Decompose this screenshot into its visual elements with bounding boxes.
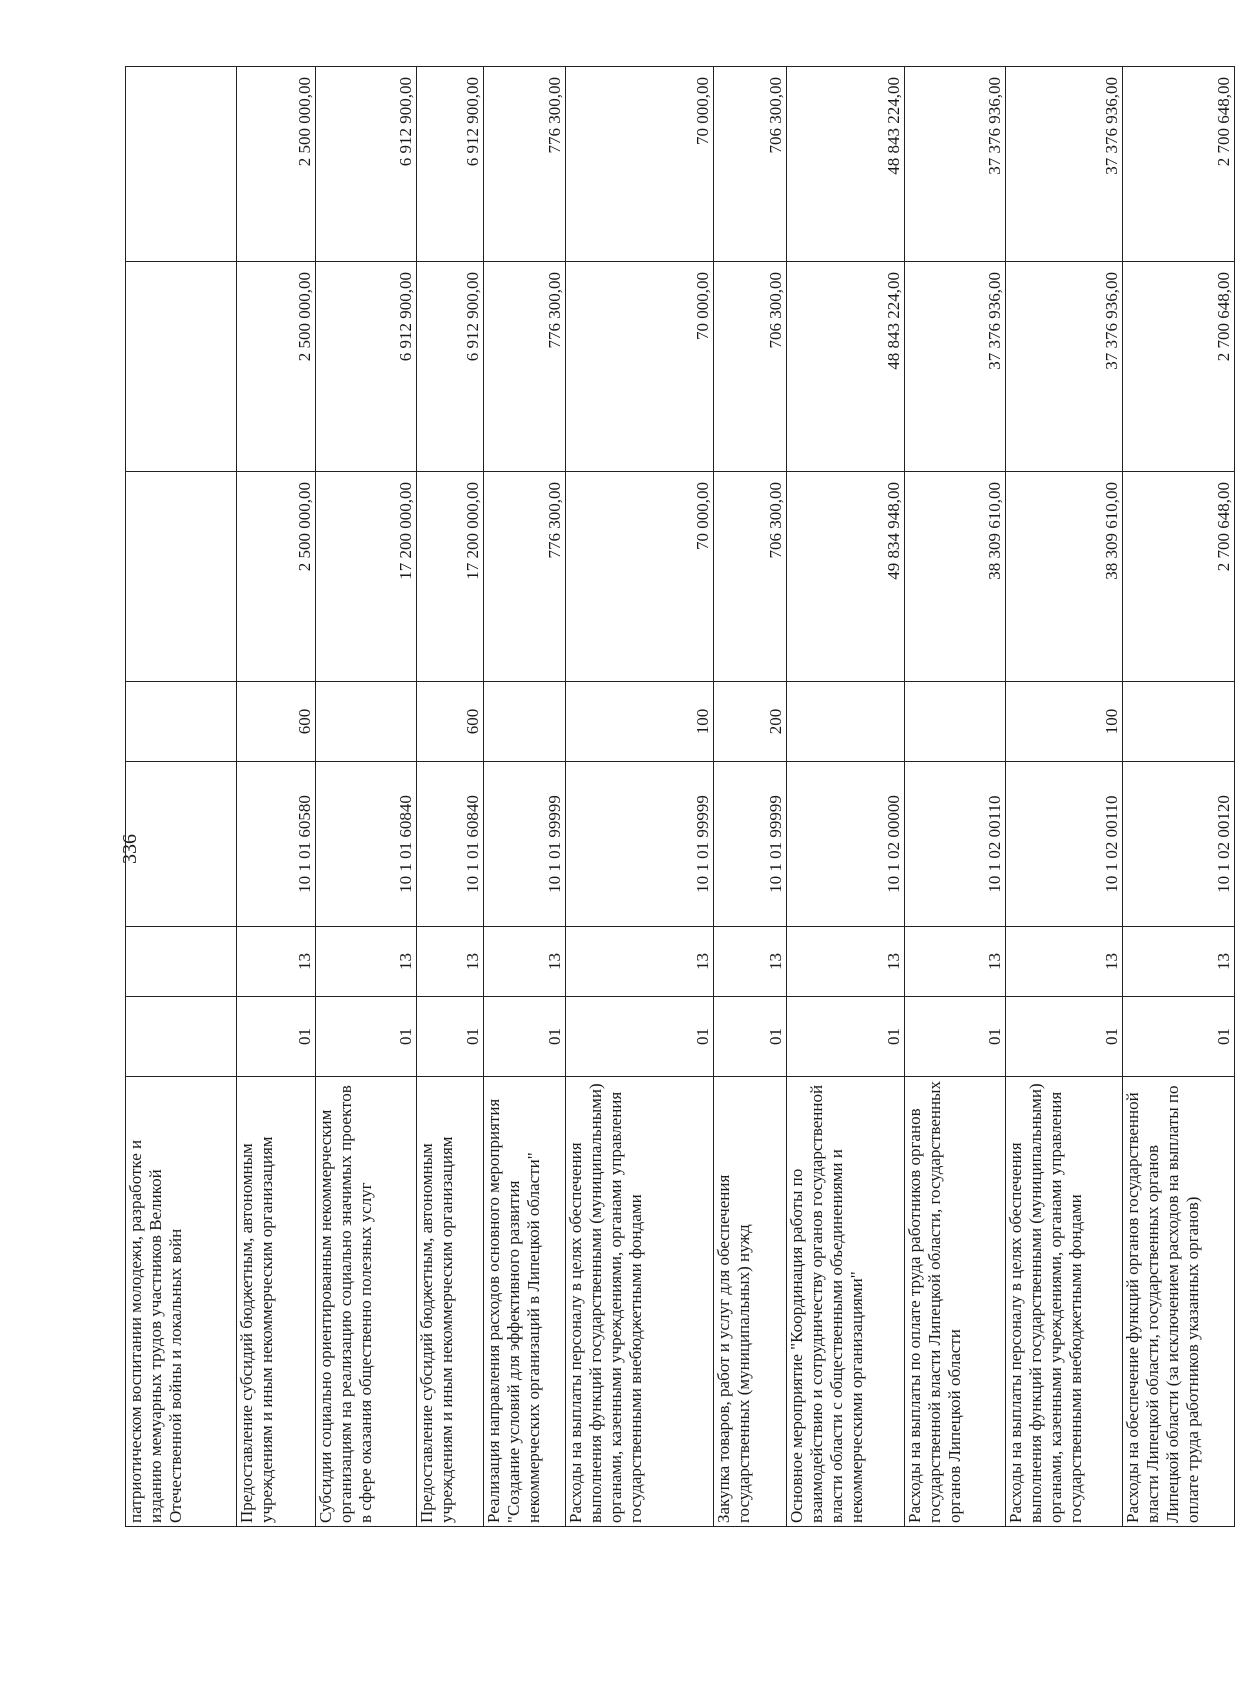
target-code: 10 1 01 60580 <box>237 762 316 927</box>
section-code: 01 <box>484 997 566 1077</box>
expense-type-code <box>905 682 1006 762</box>
target-code: 10 1 01 60840 <box>417 762 484 927</box>
amount-1: 706 300,00 <box>714 472 787 682</box>
expense-type-code <box>1123 682 1235 762</box>
amount-2: 70 000,00 <box>566 262 714 472</box>
amount-1: 2 700 648,00 <box>1123 472 1235 682</box>
subsection-code: 13 <box>316 927 417 997</box>
amount-3: 70 000,00 <box>566 67 714 262</box>
amount-3: 776 300,00 <box>484 67 566 262</box>
page-number: 336 <box>119 834 141 864</box>
table-row <box>905 67 1006 1527</box>
row-name: патриотическом воспитании молодежи, разработке и изданию мемуарных трудов участников Великой Отечественной войны и локальных войн <box>126 1077 237 1527</box>
row-name: Предоставление субсидий бюджетным, автономным учреждениям и иным некоммерческим организациям <box>237 1077 316 1527</box>
target-code: 10 1 02 00110 <box>905 762 1006 927</box>
section-code: 01 <box>787 997 905 1077</box>
expense-type-code: 600 <box>417 682 484 762</box>
amount-1: 776 300,00 <box>484 472 566 682</box>
row-name: Расходы на выплаты по оплате труда работников органов государственной власти Липецкой области, государственных органов Липецкой области <box>905 1077 1006 1527</box>
amount-2: 6 912 900,00 <box>316 262 417 472</box>
amount-3 <box>126 67 237 262</box>
table-row <box>566 67 714 1527</box>
row-name: Субсидии социально ориентированным некоммерческим организациям на реализацию социально значимых проектов в сфере оказания общественно полезных услуг <box>316 1077 417 1527</box>
target-code: 10 1 01 99999 <box>714 762 787 927</box>
expense-type-code: 100 <box>566 682 714 762</box>
amount-2: 37 376 936,00 <box>1006 262 1123 472</box>
amount-1: 38 309 610,00 <box>905 472 1006 682</box>
row-name: Расходы на обеспечение функций органов государственной власти Липецкой области, государственных органов Липецкой области (за исключением расходов на выплаты по оплате труда работников указанных органов) <box>1123 1077 1235 1527</box>
amount-3: 706 300,00 <box>714 67 787 262</box>
table-row <box>1006 67 1123 1527</box>
amount-2: 37 376 936,00 <box>905 262 1006 472</box>
table-row <box>126 67 237 1527</box>
budget-table <box>125 66 1235 1527</box>
row-name: Предоставление субсидий бюджетным, автономным учреждениям и иным некоммерческим организациям <box>417 1077 484 1527</box>
target-code: 10 1 02 00110 <box>1006 762 1123 927</box>
expense-type-code <box>787 682 905 762</box>
row-name: Закупка товаров, работ и услуг для обеспечения государственных (муниципальных) нужд <box>714 1077 787 1527</box>
budget-table-container <box>125 67 1233 1527</box>
amount-1: 17 200 000,00 <box>417 472 484 682</box>
table-row <box>417 67 484 1527</box>
expense-type-code: 100 <box>1006 682 1123 762</box>
section-code: 01 <box>566 997 714 1077</box>
section-code: 01 <box>714 997 787 1077</box>
amount-3: 6 912 900,00 <box>417 67 484 262</box>
row-name: Расходы на выплаты персоналу в целях обеспечения выполнения функций государственными (муниципальными) органами, казенными учреждениями, органами управления государственными внебюджетными фондами <box>1006 1077 1123 1527</box>
section-code: 01 <box>237 997 316 1077</box>
section-code: 01 <box>905 997 1006 1077</box>
amount-3: 2 500 000,00 <box>237 67 316 262</box>
section-code: 01 <box>1006 997 1123 1077</box>
table-row <box>787 67 905 1527</box>
expense-type-code <box>316 682 417 762</box>
amount-1: 49 834 948,00 <box>787 472 905 682</box>
table-row <box>316 67 417 1527</box>
amount-1: 2 500 000,00 <box>237 472 316 682</box>
amount-3: 6 912 900,00 <box>316 67 417 262</box>
amount-2: 2 500 000,00 <box>237 262 316 472</box>
subsection-code: 13 <box>566 927 714 997</box>
amount-2 <box>126 262 237 472</box>
amount-2: 48 843 224,00 <box>787 262 905 472</box>
target-code <box>126 762 237 927</box>
section-code: 01 <box>316 997 417 1077</box>
target-code: 10 1 02 00000 <box>787 762 905 927</box>
amount-1: 38 309 610,00 <box>1006 472 1123 682</box>
row-name: Реализация направления расходов основного мероприятия "Создание условий для эффективного развития некоммерческих организаций в Липецкой области" <box>484 1077 566 1527</box>
amount-2: 6 912 900,00 <box>417 262 484 472</box>
table-row <box>1123 67 1235 1527</box>
amount-3: 48 843 224,00 <box>787 67 905 262</box>
section-code: 01 <box>1123 997 1235 1077</box>
amount-3: 2 700 648,00 <box>1123 67 1235 262</box>
expense-type-code <box>126 682 237 762</box>
subsection-code <box>126 927 237 997</box>
subsection-code: 13 <box>237 927 316 997</box>
amount-3: 37 376 936,00 <box>905 67 1006 262</box>
section-code <box>126 997 237 1077</box>
amount-1: 70 000,00 <box>566 472 714 682</box>
row-name: Расходы на выплаты персоналу в целях обеспечения выполнения функций государственными (муниципальными) органами, казенными учреждениями, органами управления государственными внебюджетными фондами <box>566 1077 714 1527</box>
subsection-code: 13 <box>787 927 905 997</box>
subsection-code: 13 <box>905 927 1006 997</box>
subsection-code: 13 <box>1123 927 1235 997</box>
subsection-code: 13 <box>714 927 787 997</box>
subsection-code: 13 <box>1006 927 1123 997</box>
subsection-code: 13 <box>484 927 566 997</box>
target-code: 10 1 01 99999 <box>484 762 566 927</box>
row-name: Основное мероприятие "Координация работы по взаимодействию и сотрудничеству органов государственной власти области с общественными объединениями и некоммерческими организациями" <box>787 1077 905 1527</box>
target-code: 10 1 01 99999 <box>566 762 714 927</box>
table-row <box>237 67 316 1527</box>
subsection-code: 13 <box>417 927 484 997</box>
amount-2: 776 300,00 <box>484 262 566 472</box>
target-code: 10 1 01 60840 <box>316 762 417 927</box>
expense-type-code <box>484 682 566 762</box>
table-row <box>714 67 787 1527</box>
amount-2: 2 700 648,00 <box>1123 262 1235 472</box>
amount-1 <box>126 472 237 682</box>
section-code: 01 <box>417 997 484 1077</box>
table-row <box>484 67 566 1527</box>
expense-type-code: 600 <box>237 682 316 762</box>
amount-1: 17 200 000,00 <box>316 472 417 682</box>
amount-3: 37 376 936,00 <box>1006 67 1123 262</box>
target-code: 10 1 02 00120 <box>1123 762 1235 927</box>
expense-type-code: 200 <box>714 682 787 762</box>
amount-2: 706 300,00 <box>714 262 787 472</box>
